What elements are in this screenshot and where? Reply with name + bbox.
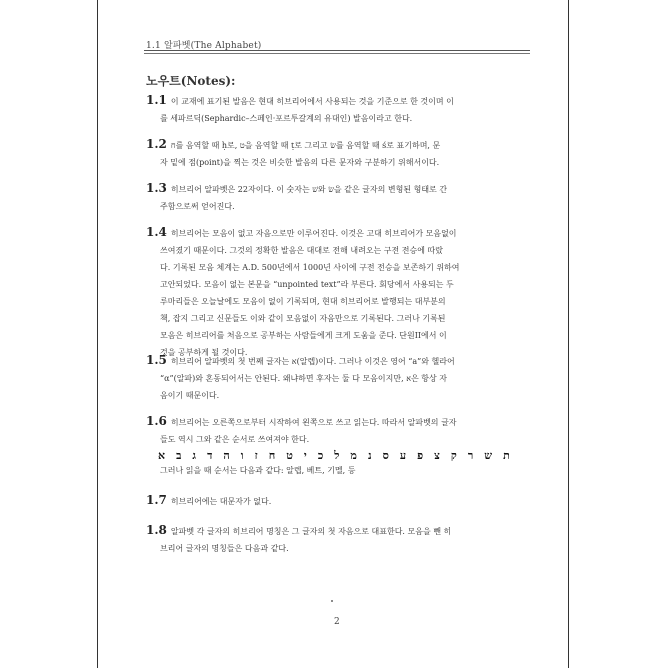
- note-text: 히브리어에는 대문자가 없다.: [170, 497, 272, 506]
- note-1-7: [146, 492, 534, 510]
- note-text: 음이기 때문이다.: [160, 391, 220, 400]
- note-1-1: [146, 92, 534, 127]
- note-number: 1.7: [146, 493, 167, 507]
- note-text: 고안되었다. 모음이 없는 본문을 “unpointed text”라 부른다. 회당에서 사용되는 두: [160, 280, 454, 289]
- note-number: 1.2: [146, 137, 167, 151]
- note-text: 를 세파르딕(Sephardic–스페인·포르투갈계의 유대인) 발음이라고 한다.: [160, 114, 413, 123]
- note-text: 것을 공부하게 될 것이다.: [160, 348, 248, 357]
- note-text: 히브리어 알파벳은 22자이다. 이 숫자는 שׁ와 שׂ을 같은 글자의 변형된 형태로 간: [170, 185, 448, 194]
- hebrew-alphabet-row: ת ש ר ק צ פ ע ס נ מ ל כ י ט ח ז ו ה ד ג ב א: [158, 449, 514, 462]
- header-rule: [144, 50, 530, 51]
- note-1-8: [146, 522, 534, 557]
- book-page: [97, 0, 569, 668]
- note-1-5: [146, 352, 534, 404]
- note-1-3: [146, 180, 534, 215]
- note-number: 1.1: [146, 93, 167, 107]
- note-text: 히브리어는 모음이 없고 자음으로만 이루어진다. 이것은 고대 히브리어가 모음없이: [170, 229, 457, 238]
- note-text: 책, 잡지 그리고 신문들도 이와 같이 모음없이 자음만으로 기록된다. 그러나 기록된: [160, 314, 446, 323]
- note-text: 자 밑에 점(point)을 찍는 것은 비슷한 발음의 다른 문자와 구분하기 위해서이다.: [160, 158, 440, 167]
- note-text: 이 교재에 표기된 발음은 현대 히브리어에서 사용되는 것을 기준으로 한 것이며 이: [170, 97, 454, 106]
- note-text: 그러나 읽을 때 순서는 다음과 같다: 알렙, 베트, 기멜, 등: [160, 466, 356, 475]
- page-number: 2: [334, 617, 340, 627]
- note-number: 1.4: [146, 225, 167, 239]
- note-text: 모음은 히브리어를 처음으로 공부하는 사람들에게 크게 도움을 준다. 단원II에서 이: [160, 331, 447, 340]
- note-1-6: [146, 413, 534, 448]
- note-text: ח를 음역할 때 ḥ로, ט을 음역할 때 ṭ로 그리고 שׂ를 음역할 때 ś로 표기하며, 문: [170, 141, 441, 150]
- note-text: 히브리어 알파벳의 첫 번째 글자는 א(알렙)이다. 그러나 이것은 영어 “a”와 헬라어: [170, 357, 455, 366]
- note-number: 1.8: [146, 523, 167, 537]
- note-text: 히브리어는 오른쪽으로부터 시작하여 왼쪽으로 쓰고 읽는다. 따라서 알파벳의 글자: [170, 418, 457, 427]
- note-text: 루마리들은 오늘날에도 모음이 없이 기록되며, 현대 히브리어로 발행되는 대부분의: [160, 297, 446, 306]
- note-1-2: [146, 136, 534, 171]
- printer-dot: [331, 600, 333, 602]
- note-number: 1.3: [146, 181, 167, 195]
- note-text: 알파벳 각 글자의 히브리어 명칭은 그 글자의 첫 자음으로 대표한다. 모음을 뺀 히: [170, 527, 452, 536]
- note-number: 1.5: [146, 353, 167, 367]
- note-1-6-continuation: [146, 462, 534, 479]
- section-title: 노우트(Notes):: [146, 74, 236, 88]
- running-head: 1.1 알파벳(The Alphabet): [146, 41, 262, 51]
- note-text: 다. 기록된 모음 체계는 A.D. 500년에서 1000년 사이에 구전 전승을 보존하기 위하여: [160, 263, 460, 272]
- header-rule-thin: [144, 53, 530, 54]
- note-1-4: [146, 224, 534, 361]
- note-text: 브리어 글자의 명칭들은 다음과 같다.: [160, 544, 289, 553]
- note-text: 주함으로써 얻어진다.: [160, 202, 235, 211]
- note-text: 쓰여졌기 때문이다. 그것의 정확한 발음은 대대로 전해 내려오는 구전 전승에 따랐: [160, 246, 443, 255]
- note-text: 들도 역시 그와 같은 순서로 쓰여져야 한다.: [160, 435, 310, 444]
- note-text: “α”(알파)와 혼동되어서는 안된다. 왜냐하면 후자는 둘 다 모음이지만, א은 항상 자: [160, 374, 447, 383]
- note-number: 1.6: [146, 414, 167, 428]
